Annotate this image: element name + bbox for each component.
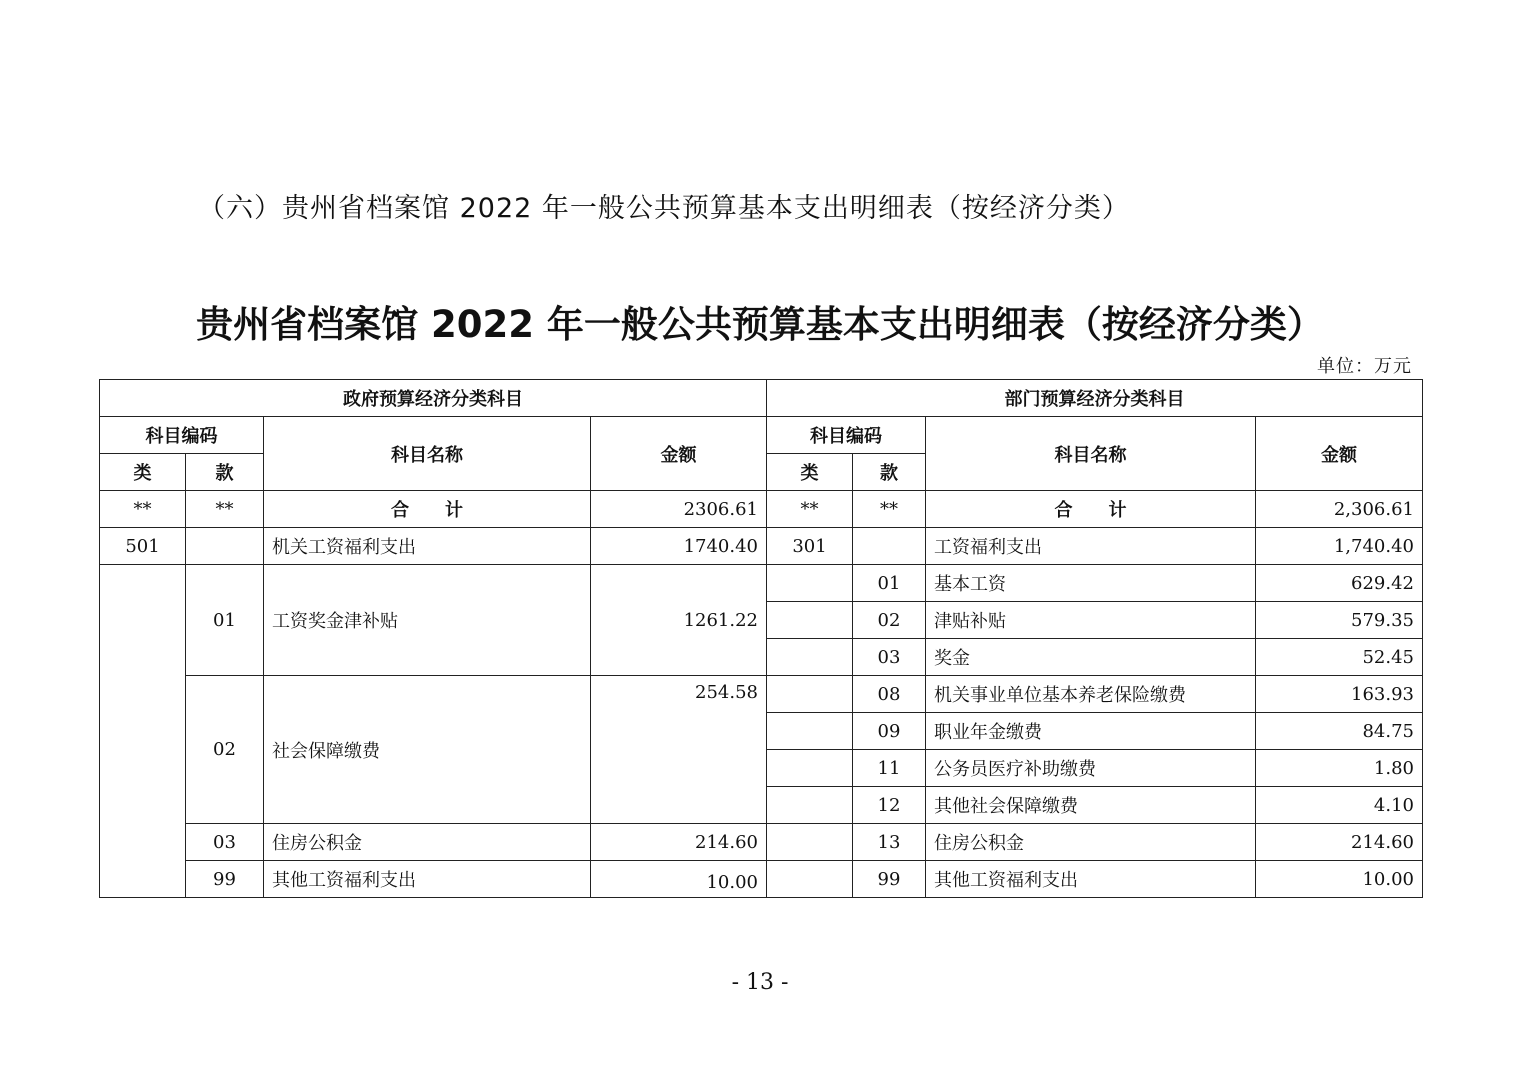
table-row <box>100 861 1423 898</box>
dept-name-cell: 工资福利支出 <box>926 528 1256 565</box>
total-dept-amount: 2,306.61 <box>1256 491 1423 528</box>
unit-label: 单位：万元 <box>1317 356 1412 377</box>
gov-kuan-cell <box>186 528 264 565</box>
table-title: 贵州省档案馆 2022 年一般公共预算基本支出明细表（按经济分类） <box>196 303 1324 346</box>
header-group-row <box>100 380 1423 417</box>
dept-lei-cell <box>767 787 853 824</box>
dept-kuan-cell: 12 <box>853 787 926 824</box>
page-number: - 13 - <box>731 970 789 995</box>
gov-lei-header: 类 <box>100 454 186 491</box>
dept-lei-cell <box>767 861 853 898</box>
table-row <box>100 676 1423 713</box>
dept-kuan-cell <box>853 528 926 565</box>
dept-lei-cell <box>767 602 853 639</box>
gov-kuan-cell: 03 <box>186 824 264 861</box>
gov-name-cell: 机关工资福利支出 <box>264 528 591 565</box>
dept-lei-header: 类 <box>767 454 853 491</box>
total-dept-lei: ** <box>767 491 853 528</box>
gov-group-header: 政府预算经济分类科目 <box>100 380 767 417</box>
dept-group-header: 部门预算经济分类科目 <box>767 380 1423 417</box>
dept-amount-cell: 629.42 <box>1256 565 1423 602</box>
total-gov-name: 合 计 <box>264 491 591 528</box>
gov-kuan-header: 款 <box>186 454 264 491</box>
gov-name-header: 科目名称 <box>264 417 591 491</box>
gov-amount-header: 金额 <box>591 417 767 491</box>
dept-kuan-cell: 02 <box>853 602 926 639</box>
dept-lei-cell <box>767 565 853 602</box>
section-heading: （六）贵州省档案馆 2022 年一般公共预算基本支出明细表（按经济分类） <box>198 193 1130 224</box>
gov-kuan-cell: 99 <box>186 861 264 898</box>
dept-kuan-cell: 13 <box>853 824 926 861</box>
dept-name-header: 科目名称 <box>926 417 1256 491</box>
dept-lei-cell <box>767 639 853 676</box>
dept-kuan-cell: 09 <box>853 713 926 750</box>
dept-lei-cell <box>767 713 853 750</box>
gov-name-cell: 其他工资福利支出 <box>264 861 591 898</box>
dept-name-cell: 其他工资福利支出 <box>926 861 1256 898</box>
dept-name-cell: 机关事业单位基本养老保险缴费 <box>926 676 1256 713</box>
dept-name-cell: 基本工资 <box>926 565 1256 602</box>
dept-amount-cell: 52.45 <box>1256 639 1423 676</box>
total-row <box>100 491 1423 528</box>
total-dept-kuan: ** <box>853 491 926 528</box>
dept-kuan-cell: 03 <box>853 639 926 676</box>
table-row <box>100 824 1423 861</box>
gov-amount-cell: 1740.40 <box>591 528 767 565</box>
dept-amount-cell: 1.80 <box>1256 750 1423 787</box>
table-row <box>100 565 1423 602</box>
dept-kuan-cell: 11 <box>853 750 926 787</box>
dept-name-cell: 职业年金缴费 <box>926 713 1256 750</box>
gov-amount-cell: 254.58 <box>591 676 767 824</box>
gov-kuan-cell: 02 <box>186 676 264 824</box>
dept-amount-cell: 1,740.40 <box>1256 528 1423 565</box>
dept-amount-cell: 84.75 <box>1256 713 1423 750</box>
dept-code-header: 科目编码 <box>767 417 926 454</box>
dept-kuan-cell: 08 <box>853 676 926 713</box>
dept-lei-cell: 301 <box>767 528 853 565</box>
dept-lei-cell <box>767 676 853 713</box>
gov-name-cell: 住房公积金 <box>264 824 591 861</box>
dept-name-cell: 住房公积金 <box>926 824 1256 861</box>
gov-amount-cell: 10.00 <box>591 861 767 898</box>
dept-name-cell: 奖金 <box>926 639 1256 676</box>
dept-name-cell: 其他社会保障缴费 <box>926 787 1256 824</box>
dept-kuan-cell: 99 <box>853 861 926 898</box>
dept-amount-cell: 4.10 <box>1256 787 1423 824</box>
gov-amount-cell: 214.60 <box>591 824 767 861</box>
dept-kuan-header: 款 <box>853 454 926 491</box>
gov-lei-cell <box>100 565 186 898</box>
total-gov-lei: ** <box>100 491 186 528</box>
dept-name-cell: 津贴补贴 <box>926 602 1256 639</box>
dept-lei-cell <box>767 750 853 787</box>
total-gov-kuan: ** <box>186 491 264 528</box>
dept-kuan-cell: 01 <box>853 565 926 602</box>
total-dept-name: 合 计 <box>926 491 1256 528</box>
header-row-1 <box>100 417 1423 454</box>
total-gov-amount: 2306.61 <box>591 491 767 528</box>
gov-code-header: 科目编码 <box>100 417 264 454</box>
table-row <box>100 528 1423 565</box>
budget-table <box>99 379 1423 898</box>
dept-amount-cell: 10.00 <box>1256 861 1423 898</box>
gov-lei-cell: 501 <box>100 528 186 565</box>
dept-amount-cell: 163.93 <box>1256 676 1423 713</box>
dept-amount-header: 金额 <box>1256 417 1423 491</box>
dept-amount-cell: 214.60 <box>1256 824 1423 861</box>
dept-amount-cell: 579.35 <box>1256 602 1423 639</box>
gov-name-cell: 工资奖金津补贴 <box>264 565 591 676</box>
gov-kuan-cell: 01 <box>186 565 264 676</box>
dept-name-cell: 公务员医疗补助缴费 <box>926 750 1256 787</box>
dept-lei-cell <box>767 824 853 861</box>
gov-amount-cell: 1261.22 <box>591 565 767 676</box>
gov-name-cell: 社会保障缴费 <box>264 676 591 824</box>
